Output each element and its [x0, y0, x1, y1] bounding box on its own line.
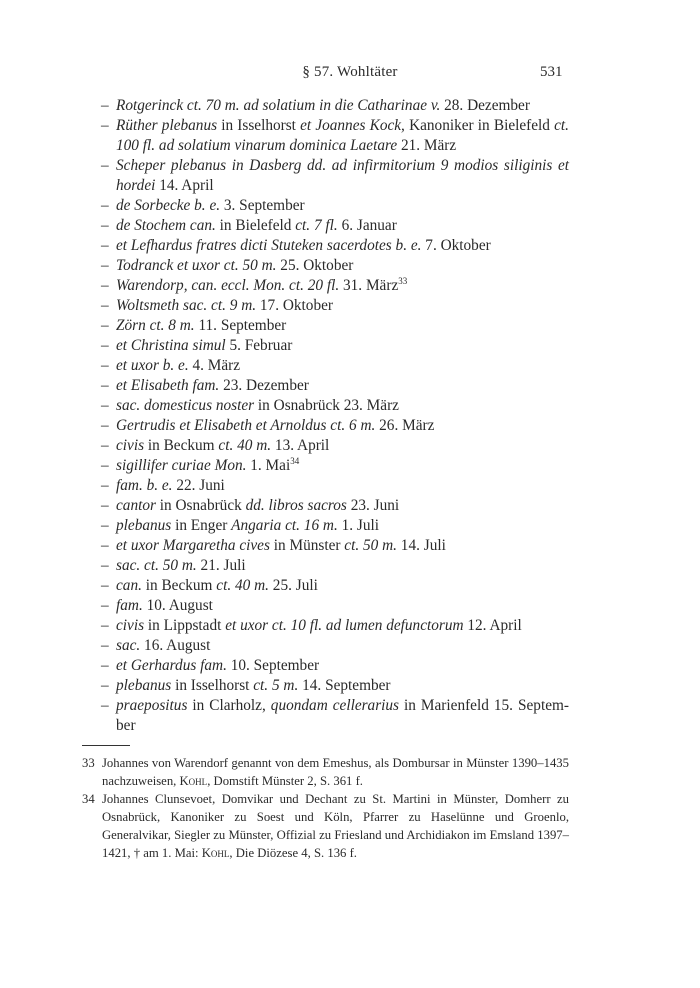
entry-latin-text: Angaria ct. 16 m. — [231, 517, 338, 534]
entry-text: 10. August — [142, 597, 213, 614]
entry-latin-text: et Gerhardus fam. — [116, 657, 227, 674]
list-item — [101, 396, 569, 416]
entry-text: in Osnabrück — [155, 497, 246, 514]
entry-latin-text: ct. 40 m. — [216, 577, 269, 594]
list-dash: – — [101, 537, 109, 554]
list-item — [101, 296, 569, 316]
footnote-number: 34 — [82, 792, 95, 806]
list-item — [101, 96, 569, 116]
list-dash: – — [101, 117, 109, 134]
list-item — [101, 356, 569, 376]
entry-text: 12. April — [463, 617, 522, 634]
entry-text: 14. September — [298, 677, 391, 694]
list-dash: – — [101, 477, 109, 494]
entry-text: 6. Januar — [337, 217, 397, 234]
entry-latin-text: de Stochem can. — [116, 217, 216, 234]
entry-latin-text: Todranck et uxor ct. 50 m. — [116, 257, 277, 274]
entry-text: in Enger — [171, 517, 232, 534]
list-dash: – — [101, 657, 109, 674]
entry-latin-text: sac. ct. 50 m. — [116, 557, 197, 574]
entry-text: in Marienfeld 15. September — [116, 697, 569, 734]
list-item — [101, 196, 569, 216]
list-item — [101, 416, 569, 436]
footnote-text: Johannes von Warendorf genannt von dem Emeshus, als Dombursar in Münster 1390–1435 nachzuweisen, — [102, 756, 569, 788]
entry-latin-text: ct. 40 m. — [218, 437, 272, 454]
entry-latin-text: ct. 7 fl. — [295, 217, 338, 234]
entry-text: 25. Oktober — [276, 257, 354, 274]
entry-text: 1. Juli — [337, 517, 380, 534]
list-item — [101, 336, 569, 356]
list-item — [101, 456, 569, 476]
footnote-item — [82, 754, 569, 790]
list-dash: – — [101, 497, 109, 514]
list-item — [101, 516, 569, 536]
author-name: Kohl — [179, 774, 208, 788]
list-item — [101, 556, 569, 576]
entry-text: 26. März — [375, 417, 435, 434]
list-dash: – — [101, 337, 109, 354]
entry-text: in Beckum — [141, 577, 217, 594]
footnote-ref: 34 — [290, 455, 300, 466]
entry-latin-text: can. — [116, 577, 142, 594]
list-dash: – — [101, 257, 109, 274]
entry-latin-text: civis — [116, 617, 145, 634]
entry-latin-text: et Christina simul — [116, 337, 226, 354]
entry-latin-text: plebanus — [116, 677, 172, 694]
entry-text: in Münster — [269, 537, 345, 554]
entry-latin-text: et uxor b. e. — [116, 357, 189, 374]
list-item — [101, 316, 569, 336]
entry-latin-text: et Elisabeth fam. — [116, 377, 220, 394]
entry-text: 16. August — [140, 637, 211, 654]
footnote-text: , Die Diözese 4, S. 136 f. — [229, 846, 357, 860]
list-dash: – — [101, 437, 109, 454]
entry-latin-text: Rüther plebanus — [116, 117, 218, 134]
entry-latin-text: fam. b. e. — [116, 477, 173, 494]
entry-text: 23. Juni — [346, 497, 400, 514]
entry-text: 10. September — [226, 657, 320, 674]
entry-latin-text: cantor — [116, 497, 156, 514]
entry-latin-text: Rotgerinck ct. 70 m. ad solatium in die Catharinae v. — [116, 97, 441, 114]
list-dash: – — [101, 417, 109, 434]
entry-text: in Isselhorst — [171, 677, 254, 694]
list-dash: – — [101, 217, 109, 234]
list-dash: – — [101, 397, 109, 414]
footnote-ref: 33 — [398, 275, 408, 286]
list-item — [101, 596, 569, 616]
list-item — [101, 696, 569, 736]
entry-text: in Osnabrück 23. März — [254, 397, 399, 414]
entry-latin-text: civis — [116, 437, 145, 454]
benefactor-list — [101, 96, 569, 736]
list-item — [101, 476, 569, 496]
running-title: § 57. Wohltäter — [302, 64, 398, 80]
list-item — [101, 656, 569, 676]
entry-latin-text: Warendorp, can. eccl. Mon. ct. 20 fl. — [116, 277, 340, 294]
entry-text: 28. Dezember — [440, 97, 530, 114]
entry-text: 17. Oktober — [256, 297, 333, 314]
entry-latin-text: sac. domesticus noster — [116, 397, 255, 414]
entry-text: in Clarholz, — [187, 697, 271, 714]
list-dash: – — [101, 577, 109, 594]
entry-latin-text: sigillifer curiae Mon. — [116, 457, 247, 474]
list-dash: – — [101, 457, 109, 474]
entry-latin-text: sac. — [116, 637, 141, 654]
entry-latin-text: Zörn ct. 8 m. — [116, 317, 195, 334]
footnotes — [82, 754, 569, 862]
list-dash: – — [101, 597, 109, 614]
entry-text: 13. April — [271, 437, 330, 454]
entry-text: 22. Juni — [172, 477, 225, 494]
list-dash: – — [101, 377, 109, 394]
footnote-item — [82, 790, 569, 862]
entry-text: 3. September — [220, 197, 305, 214]
entry-latin-text: Woltsmeth sac. ct. 9 m. — [116, 297, 257, 314]
entry-text: in Lippstadt — [144, 617, 226, 634]
list-dash: – — [101, 317, 109, 334]
entry-text: in Bielefeld — [215, 217, 296, 234]
entry-latin-text: plebanus — [116, 517, 172, 534]
entry-text: 25. Juli — [268, 577, 318, 594]
entry-latin-text: et Joannes Kock, — [300, 117, 405, 134]
entry-latin-text: quondam cellerarius — [270, 697, 400, 714]
author-name: Kohl — [201, 846, 230, 860]
list-item — [101, 636, 569, 656]
entry-text: 14. April — [155, 177, 214, 194]
entry-latin-text: ct. 50 m. — [344, 537, 397, 554]
list-item — [101, 536, 569, 556]
entry-text: 1. Mai — [246, 457, 291, 474]
entry-text: 23. Dezember — [219, 377, 309, 394]
footnote-text: Johannes Clunsevoet, Domvikar und Dechant zu St. Martini in Münster, Domherr zu Osnabrück, Kanoniker zu Soest und Köln, Pfarrer zu Haselünne und Groenlo, Generalvikar, Siegler zu Münster, Offizial zu Friesland und Archidiakon im Emsland 1397–1421, † am 1. Mai: — [102, 792, 569, 860]
list-item — [101, 496, 569, 516]
list-dash: – — [101, 637, 109, 654]
entry-text: Kanoniker in Bielefeld — [404, 117, 555, 134]
entry-latin-text: et uxor Margaretha cives — [116, 537, 270, 554]
entry-text: 31. März — [339, 277, 399, 294]
entry-text: 21. Juli — [196, 557, 246, 574]
list-dash: – — [101, 697, 109, 714]
list-item — [101, 376, 569, 396]
list-dash: – — [101, 617, 109, 634]
list-dash: – — [101, 557, 109, 574]
list-dash: – — [101, 97, 109, 114]
entry-text: 4. März — [188, 357, 241, 374]
list-dash: – — [101, 197, 109, 214]
list-item — [101, 676, 569, 696]
list-item — [101, 236, 569, 256]
entry-latin-text: et Lefhardus fratres dicti Stuteken sacerdotes b. e. — [116, 237, 422, 254]
entry-text: 21. März — [397, 137, 457, 154]
page-number: 531 — [540, 64, 563, 80]
list-dash: – — [101, 357, 109, 374]
entry-text: in Isselhorst — [217, 117, 301, 134]
list-item — [101, 156, 569, 196]
entry-latin-text: Gertrudis et Elisabeth et Arnoldus ct. 6 m. — [116, 417, 376, 434]
entry-text: in Beckum — [144, 437, 219, 454]
entry-latin-text: et uxor ct. 10 fl. ad lumen defunctorum — [225, 617, 464, 634]
list-dash: – — [101, 237, 109, 254]
list-dash: – — [101, 517, 109, 534]
entry-latin-text: ct. 100 fl. ad solatium vinarum dominica Laetare — [116, 117, 569, 154]
entry-text: 11. September — [194, 317, 287, 334]
list-dash: – — [101, 157, 109, 174]
entry-text: 14. Juli — [396, 537, 446, 554]
entry-latin-text: praepositus — [116, 697, 188, 714]
entry-text: 7. Oktober — [421, 237, 491, 254]
list-item — [101, 576, 569, 596]
list-item — [101, 116, 569, 156]
entry-latin-text: ct. 5 m. — [253, 677, 299, 694]
footnote-number: 33 — [82, 756, 95, 770]
entry-text: 5. Februar — [225, 337, 293, 354]
list-dash: – — [101, 277, 109, 294]
entry-latin-text: Scheper plebanus in Dasberg dd. ad infirmitorium 9 modios siliginis et hordei — [116, 157, 569, 194]
list-item — [101, 256, 569, 276]
list-item — [101, 616, 569, 636]
footnote-text: , Domstift Münster 2, S. 361 f. — [207, 774, 363, 788]
list-item — [101, 216, 569, 236]
footnote-divider — [82, 745, 130, 746]
entry-latin-text: de Sorbecke b. e. — [116, 197, 221, 214]
list-dash: – — [101, 297, 109, 314]
entry-latin-text: fam. — [116, 597, 143, 614]
list-item — [101, 436, 569, 456]
list-item — [101, 276, 569, 296]
entry-latin-text: dd. libros sacros — [245, 497, 347, 514]
list-dash: – — [101, 677, 109, 694]
